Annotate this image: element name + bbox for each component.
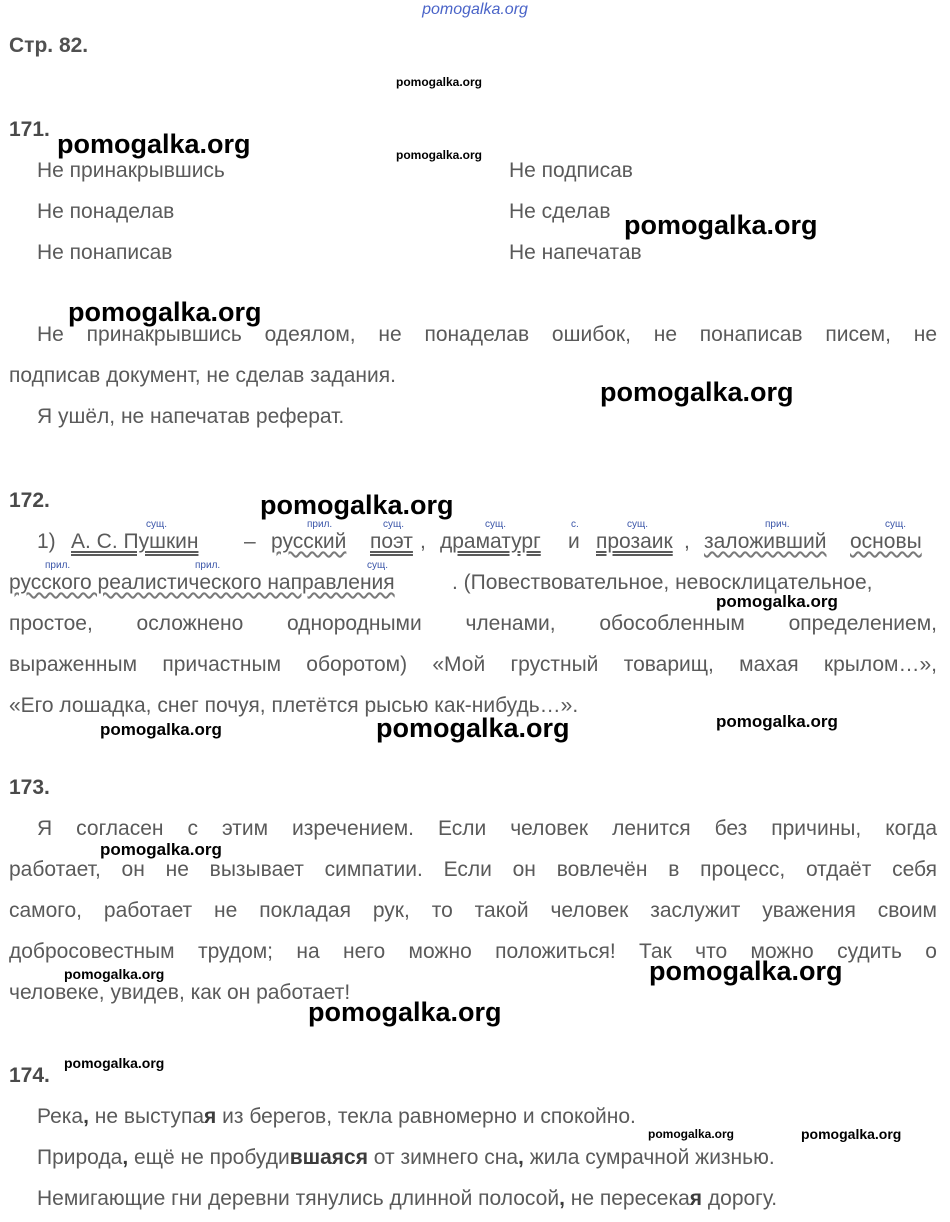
dash: –	[244, 530, 256, 553]
word-right-2: Не сделав	[509, 200, 611, 223]
ex173-line-5: человеке, увидев, как он работает!	[9, 981, 351, 1004]
watermark-small: pomogalka.org	[801, 1126, 902, 1142]
ex171-sentence-line-1: Не принакрывшись одеялом, не понаделав ошибок, не понаписав писем, не	[37, 323, 937, 346]
tag-adj: прил.	[45, 560, 71, 571]
comma: ,	[684, 530, 690, 553]
watermark-small: pomogalka.org	[648, 1127, 735, 1141]
ex171-sentence-line-3: Я ушёл, не напечатав реферат.	[37, 405, 345, 428]
ex172-line-3: простое, осложнено однородными членами, обособленным определением,	[9, 612, 937, 635]
conjunction-and: и	[568, 530, 580, 553]
exercise-174-number: 174.	[9, 1064, 50, 1087]
ex174-sentence-2: Природа, ещё не пробудившаяся от зимнего сна, жила сумрачной жизнью.	[37, 1146, 775, 1169]
tag-participle: прич.	[765, 519, 790, 530]
word-russian: русский	[271, 530, 347, 553]
tag-adj: прил.	[307, 519, 333, 530]
word-right-1: Не подписав	[509, 159, 633, 182]
watermark-large: pomogalka.org	[624, 210, 818, 240]
word-left-2: Не понаделав	[37, 200, 175, 223]
word-right-3: Не напечатав	[509, 241, 642, 264]
watermark-large: pomogalka.org	[68, 297, 262, 327]
watermark-small: pomogalka.org	[396, 148, 483, 162]
ex172-line-1-number: 1)	[37, 530, 56, 553]
comma: ,	[420, 530, 426, 553]
exercise-172-number: 172.	[9, 489, 50, 512]
watermark-small: pomogalka.org	[396, 75, 483, 89]
ex174-sentence-3: Немигающие гни деревни тянулись длинной полосой, не пересекая дорогу.	[37, 1187, 778, 1210]
participle-founder: заложивший	[704, 530, 827, 553]
tag-union: с.	[571, 519, 579, 530]
word-osnovy: основы	[850, 530, 922, 553]
ex172-line-5: «Его лошадка, снег почуя, плетётся рысью как-нибудь…».	[9, 694, 579, 717]
site-header-link[interactable]: pomogalka.org	[422, 1, 528, 18]
ex173-line-2: работает, он не вызывает симпатии. Если он вовлечён в процесс, отдаёт себя	[9, 858, 937, 881]
watermark-large: pomogalka.org	[649, 956, 843, 986]
wavy-phrase-direction: русского реалистического направления	[9, 571, 395, 594]
predicate-poet: поэт	[370, 530, 413, 553]
word-left-1: Не принакрывшись	[37, 159, 225, 182]
ex173-line-4: добросовестным трудом; на него можно положиться! Так что можно судить о	[9, 940, 937, 963]
watermark-small: pomogalka.org	[64, 1055, 165, 1071]
tag-adj: прил.	[195, 560, 221, 571]
predicate-prozaik: прозаик	[596, 530, 673, 553]
watermark-large: pomogalka.org	[376, 713, 570, 743]
word-left-3: Не понаписав	[37, 241, 173, 264]
watermark-medium: pomogalka.org	[716, 592, 838, 611]
tag-noun: сущ.	[383, 519, 405, 530]
tag-noun: сущ.	[485, 519, 507, 530]
ex172-line-4: выраженным причастным оборотом) «Мой грустный товарищ, махая крылом…»,	[9, 653, 937, 676]
watermark-small: pomogalka.org	[64, 966, 165, 982]
ex173-line-1: Я согласен с этим изречением. Если человек ленится без причины, когда	[37, 817, 937, 840]
predicate-dramaturg: драматург	[440, 530, 541, 553]
ex172-line-2-rest: . (Повествовательное, невосклицательное,	[452, 571, 873, 594]
subject-pushkin: А. С. Пушкин	[71, 530, 199, 553]
exercise-171-number: 171.	[9, 118, 50, 141]
page-number-heading: Стр. 82.	[9, 34, 89, 57]
watermark-large: pomogalka.org	[308, 997, 502, 1027]
watermark-large: pomogalka.org	[260, 490, 454, 520]
ex174-sentence-1: Река, не выступая из берегов, текла равномерно и спокойно.	[37, 1105, 636, 1128]
tag-noun: сущ.	[146, 519, 168, 530]
watermark-medium: pomogalka.org	[100, 720, 222, 739]
tag-noun: сущ.	[627, 519, 649, 530]
ex173-line-3: самого, работает не покладая рук, то такой человек заслужит уважения своим	[9, 899, 937, 922]
tag-noun: сущ.	[367, 560, 389, 571]
watermark-large: pomogalka.org	[57, 129, 251, 159]
watermark-large: pomogalka.org	[600, 377, 794, 407]
watermark-medium: pomogalka.org	[716, 712, 838, 731]
watermark-medium: pomogalka.org	[100, 840, 222, 859]
ex171-sentence-line-2: подписав документ, не сделав задания.	[9, 364, 396, 387]
exercise-173-number: 173.	[9, 776, 50, 799]
tag-noun: сущ.	[885, 519, 907, 530]
